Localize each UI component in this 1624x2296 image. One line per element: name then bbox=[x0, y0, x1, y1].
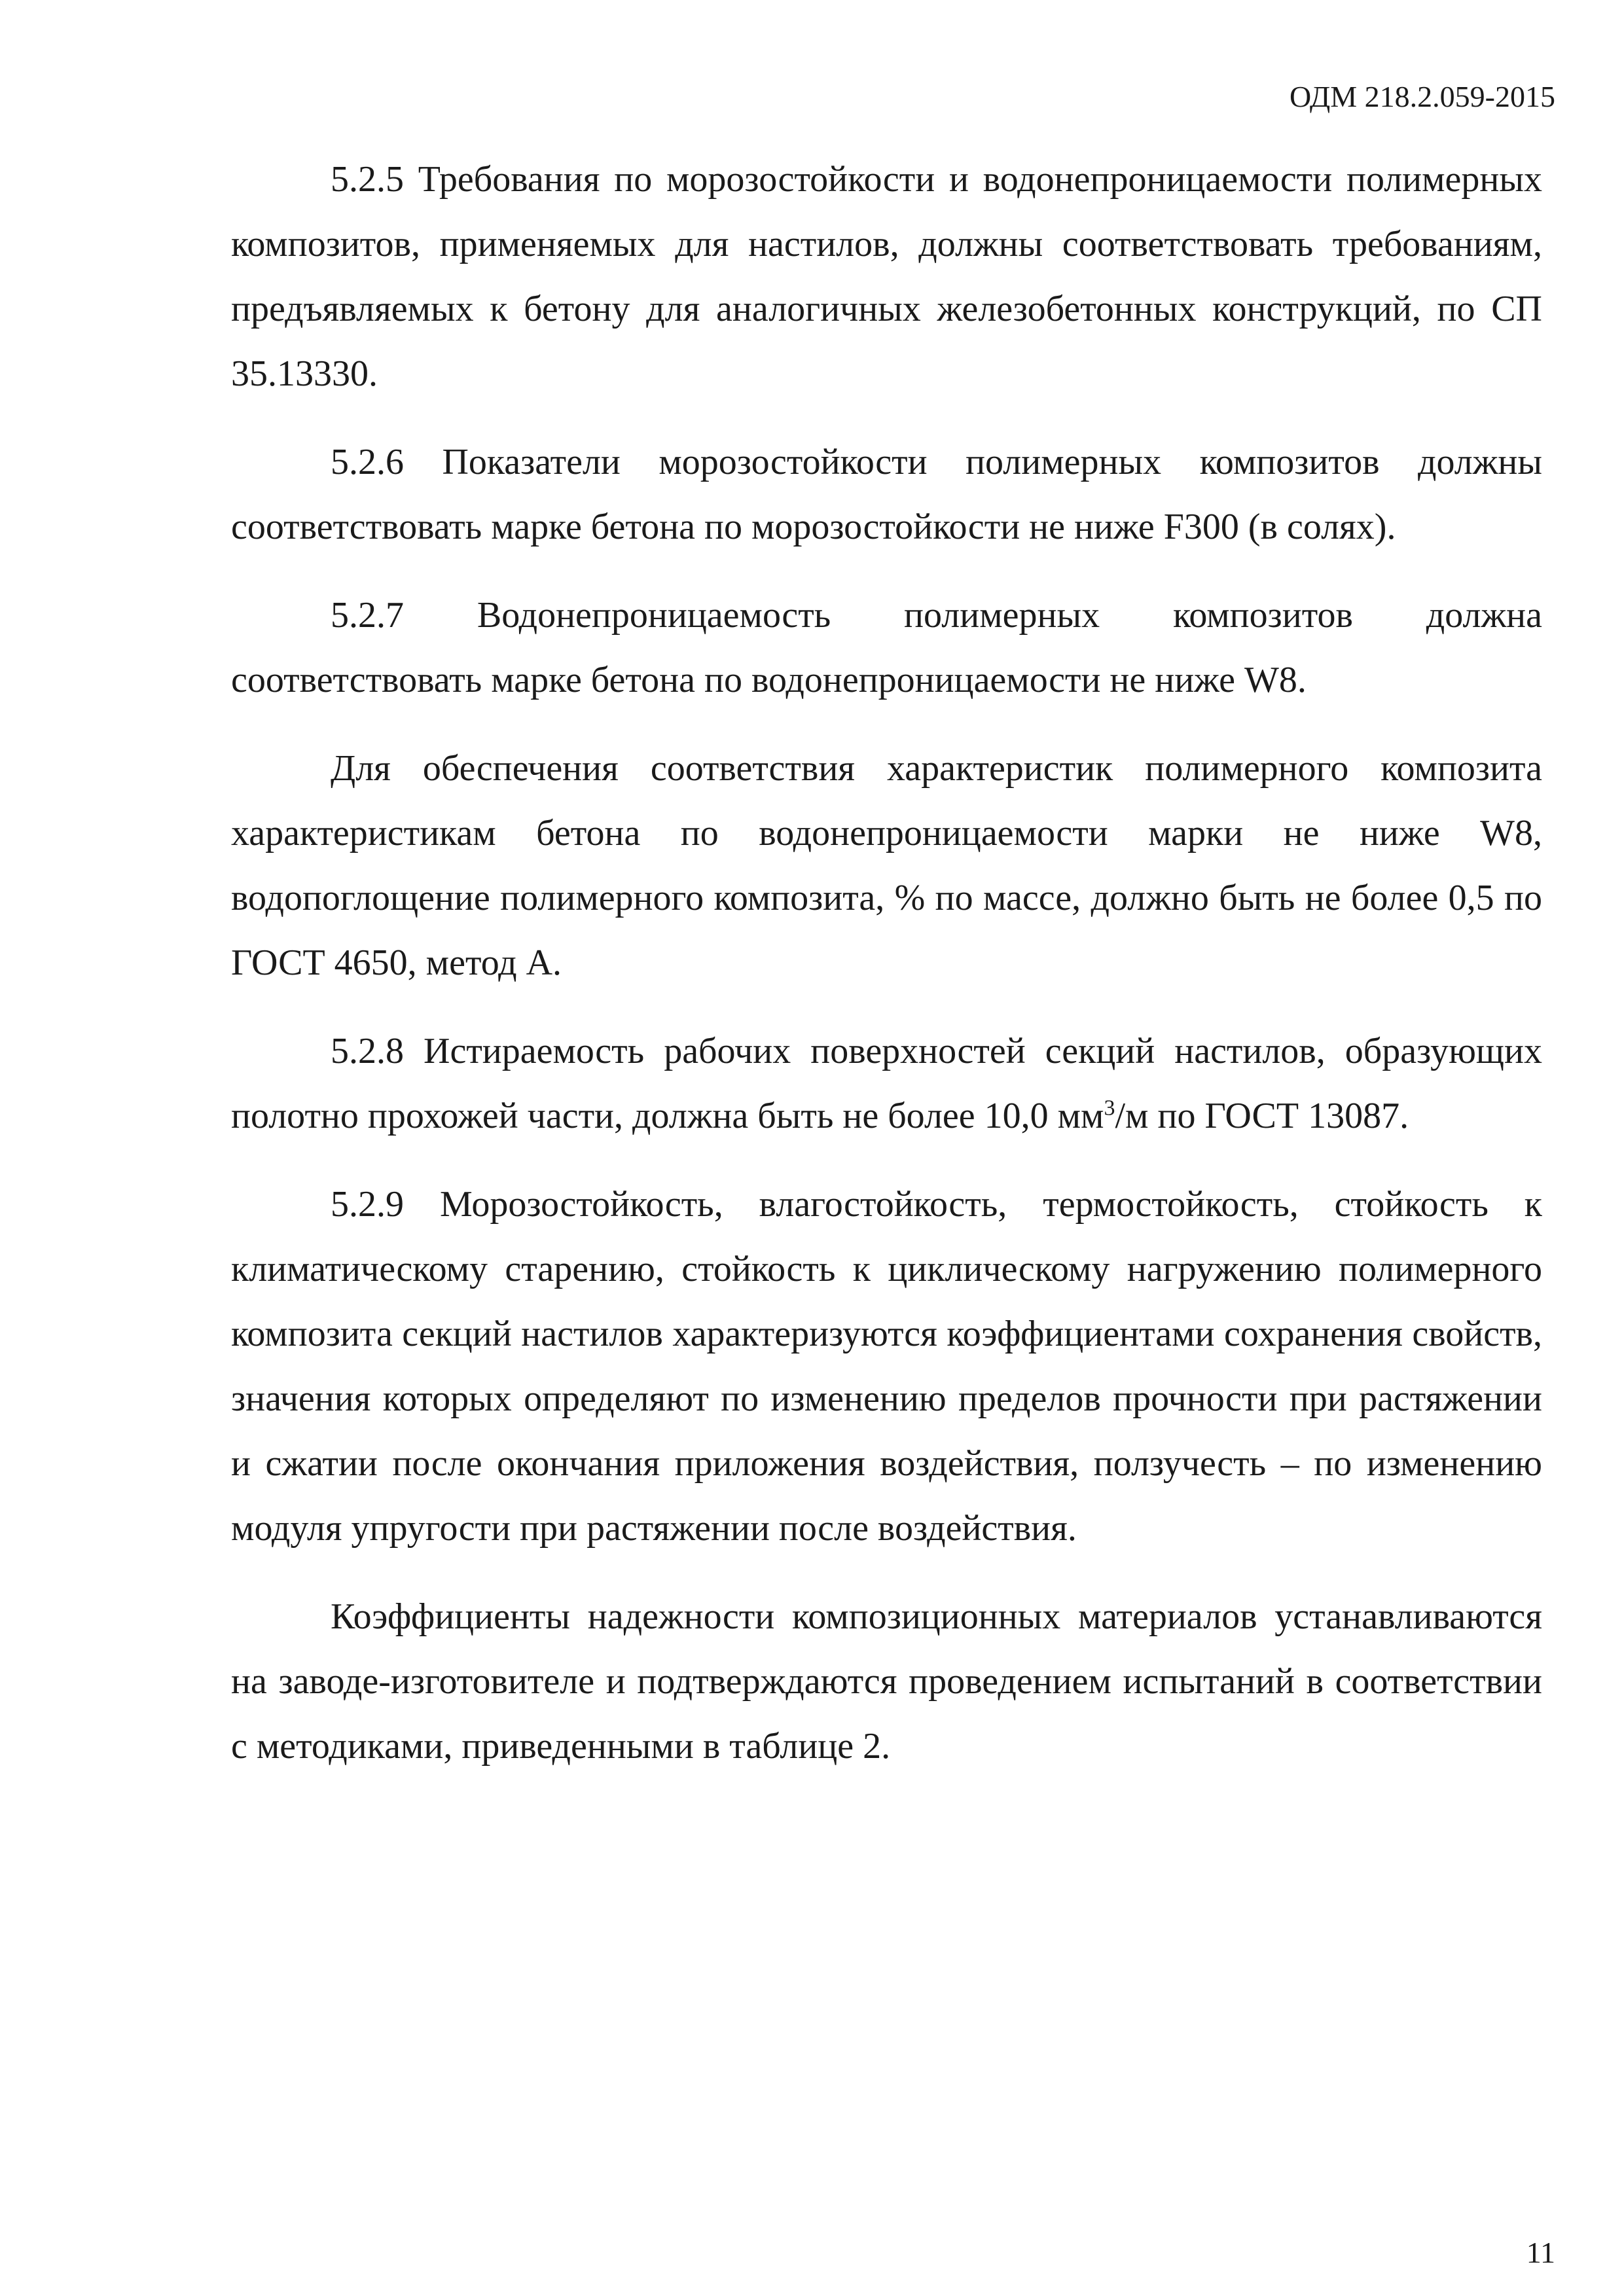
document-code: ОДМ 218.2.059-2015 bbox=[1289, 80, 1555, 113]
paragraph-5-2-6: 5.2.6 Показатели морозостойкости полимерных композитов должны соответствовать марке бетона по морозостойкости не ниже F300 (в солях). bbox=[231, 442, 1542, 547]
paragraph-5-2-8 bbox=[231, 1019, 1542, 1149]
paragraph-water-absorption: Для обеспечения соответствия характеристик полимерного композита характеристикам бетона по водонепроницаемости марки не ниже W8, водопоглощение полимерного композита, % по массе, должно быть не более 0,5 по ГОСТ 4650, метод А. bbox=[231, 748, 1542, 983]
unit-superscript: 3 bbox=[1104, 1096, 1115, 1121]
paragraph-5-2-8-text: 5.2.8 Истираемость рабочих поверхностей секций настилов, образующих полотно прохожей части, должна быть не более 10,0 мм bbox=[231, 1031, 1542, 1136]
document-body bbox=[231, 147, 1542, 1803]
paragraph-5-2-5: 5.2.5 Требования по морозостойкости и водонепроницаемости полимерных композитов, применяемых для настилов, должны соответствовать требованиям, предъявляемых к бетону для аналогичных железобетонных конструкций, по СП 35.13330. bbox=[231, 159, 1542, 394]
paragraph-5-2-8-text-end: /м по ГОСТ 13087. bbox=[1115, 1096, 1409, 1136]
paragraph-5-2-7: 5.2.7 Водонепроницаемость полимерных композитов должна соответствовать марке бетона по водонепроницаемости не ниже W8. bbox=[231, 595, 1542, 700]
paragraph-reliability-coefficients: Коэффициенты надежности композиционных материалов устанавливаются на заводе-изготовителе и подтверждаются проведением испытаний в соответствии с методиками, приведенными в таблице 2. bbox=[231, 1596, 1542, 1767]
page-number: 11 bbox=[1526, 2236, 1555, 2269]
paragraph-5-2-9: 5.2.9 Морозостойкость, влагостойкость, термостойкость, стойкость к климатическому старению, стойкость к циклическому нагружению полимерного композита секций настилов характеризуются коэффициентами сохранения свойств, значения которых определяют по изменению пределов прочности при растяжении и сжатии после окончания приложения воздействия, ползучесть – по изменению модуля упругости при растяжении после воздействия. bbox=[231, 1184, 1542, 1549]
